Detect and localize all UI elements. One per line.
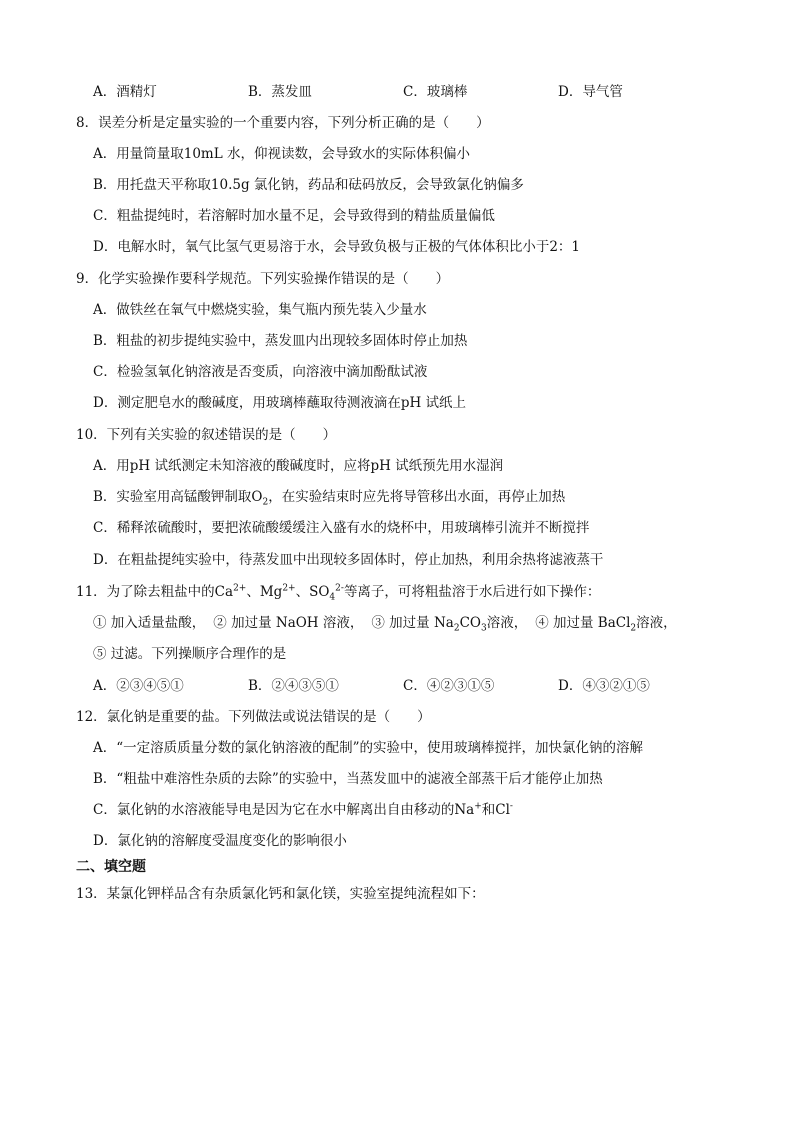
q7-option-a: A．酒精灯 bbox=[93, 84, 157, 100]
q11-option-c: C．④②③①⑤ bbox=[403, 678, 495, 694]
q11-option-a: A．②③④⑤① bbox=[93, 678, 184, 694]
q12-option-c: C．氯化钠的水溶液能导电是因为它在水中解离出自由移动的Na+和Cl- bbox=[93, 801, 513, 818]
q10-option-d: D．在粗盐提纯实验中，待蒸发皿中出现较多固体时，停止加热，利用余热将滤液蒸干 bbox=[93, 552, 604, 568]
q10-option-c: C．稀释浓硫酸时，要把浓硫酸缓缓注入盛有水的烧杯中，用玻璃棒引流并不断搅拌 bbox=[93, 520, 590, 536]
q7-options bbox=[93, 83, 713, 101]
q11-options bbox=[93, 677, 713, 695]
q9-option-c: C．检验氢氧化钠溶液是否变质，向溶液中滴加酚酞试液 bbox=[93, 364, 428, 380]
q9-option-b: B．粗盐的初步提纯实验中，蒸发皿内出现较多固体时停止加热 bbox=[93, 333, 468, 349]
q10-option-a: A．用pH 试纸测定未知溶液的酸碱度时，应将pH 试纸预先用水湿润 bbox=[93, 458, 504, 474]
q11-option-b: B．②④③⑤① bbox=[248, 678, 339, 694]
q8-option-a: A．用量筒量取10mL 水，仰视读数，会导致水的实际体积偏小 bbox=[93, 146, 470, 162]
q8-option-b: B．用托盘天平称取10.5g 氯化钠，药品和砝码放反，会导致氯化钠偏多 bbox=[93, 177, 524, 193]
q9-stem: 9．化学实验操作要科学规范。下列实验操作错误的是（ ） bbox=[76, 271, 450, 287]
q11-operations-line2: ⑤ 过滤。下列操顺序合理作的是 bbox=[93, 646, 287, 662]
q10-stem: 10．下列有关实验的叙述错误的是（ ） bbox=[76, 427, 337, 443]
q11-stem: 11．为了除去粗盐中的$Ca^{2+}$、$Mg^{2+}$、$SO_4^{2-}$等离子，可将粗盐溶于水后进行如下操作： bbox=[76, 583, 601, 603]
q7-option-b: B．蒸发皿 bbox=[248, 84, 312, 100]
q10-option-b: B．实验室用高锰酸钾制取$O_2$，在实验结束时应先将导管移出水面，再停止加热 bbox=[93, 489, 566, 508]
q8-option-d: D．电解水时，氧气比氢气更易溶于水，会导致负极与正极的气体体积比小于2：1 bbox=[93, 239, 581, 255]
q12-option-d: D．氯化钠的溶解度受温度变化的影响很小 bbox=[93, 833, 347, 849]
q12-stem: 12．氯化钠是重要的盐。下列做法或说法错误的是（ ） bbox=[76, 709, 431, 725]
section-title: 二、填空题 bbox=[76, 859, 146, 875]
q7-option-c: C．玻璃棒 bbox=[403, 84, 468, 100]
q9-option-a: A．做铁丝在氧气中燃烧实验，集气瓶内预先装入少量水 bbox=[93, 302, 427, 318]
q8-stem: 8．误差分析是定量实验的一个重要内容，下列分析正确的是（ ） bbox=[76, 115, 490, 131]
q11-option-d: D．④③②①⑤ bbox=[558, 678, 650, 694]
q8-option-c: C．粗盐提纯时，若溶解时加水量不足，会导致得到的精盐质量偏低 bbox=[93, 208, 495, 224]
q12-option-a: A．“一定溶质质量分数的氯化钠溶液的配制”的实验中，使用玻璃棒搅拌，加快氯化钠的溶解 bbox=[93, 740, 644, 756]
q13-stem: 13．某氯化钾样品含有杂质氯化钙和氯化镁，实验室提纯流程如下： bbox=[76, 886, 485, 902]
q9-option-d: D．测定肥皂水的酸碱度，用玻璃棒蘸取待测液滴在pH 试纸上 bbox=[93, 395, 467, 411]
q11-operations: ① 加入适量盐酸， ② 加过量 NaOH 溶液， ③ 加过量 $Na_2CO_3$溶液， ④ 加过量 BaCl$_2$溶液， bbox=[93, 615, 677, 634]
q7-option-d: D．导气管 bbox=[558, 84, 623, 100]
q12-option-b: B．“粗盐中难溶性杂质的去除”的实验中，当蒸发皿中的滤液全部蒸干后才能停止加热 bbox=[93, 771, 603, 787]
